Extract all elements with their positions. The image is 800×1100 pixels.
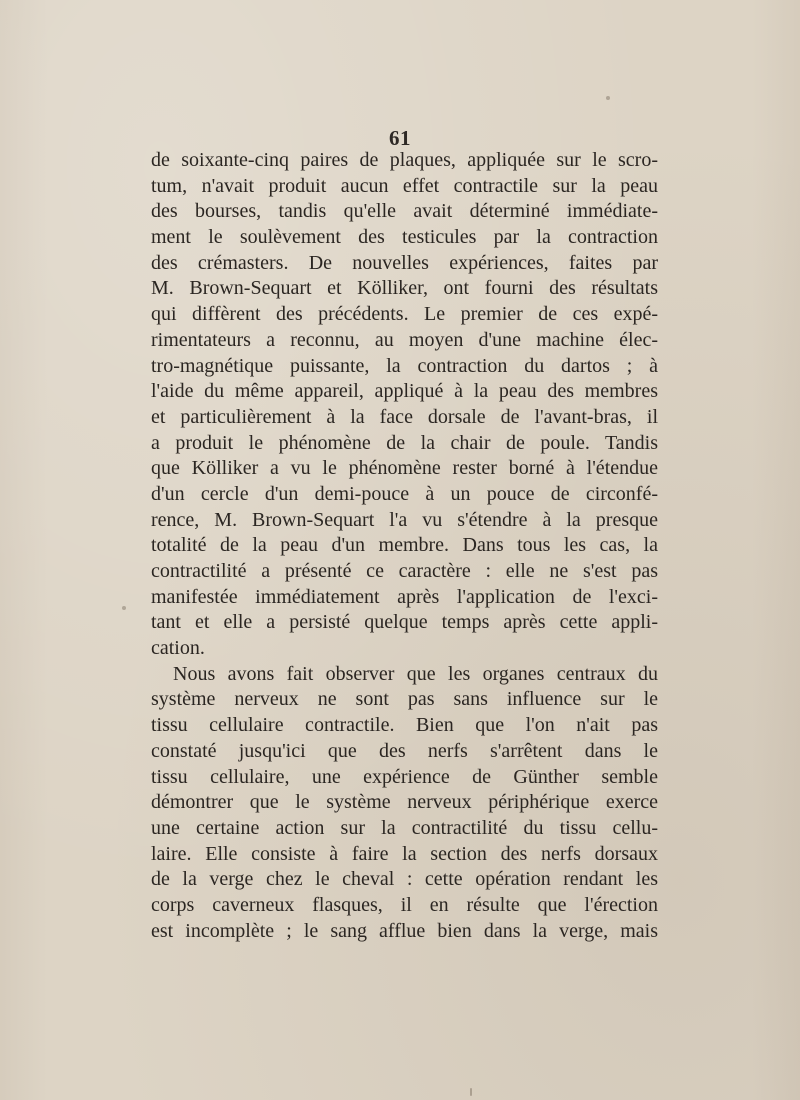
text-line: manifestée immédiatement après l'application de l'exci-: [151, 585, 658, 608]
paper-speck: [122, 606, 126, 610]
text-line: d'un cercle d'un demi-pouce à un pouce de circonfé-: [151, 482, 658, 505]
paper-speck: [470, 1088, 472, 1096]
text-line: système nerveux ne sont pas sans influence sur le: [151, 688, 658, 711]
text-line: corps caverneux flasques, il en résulte que l'érection: [151, 893, 658, 916]
text-line: de la verge chez le cheval : cette opération rendant les: [151, 868, 658, 891]
text-line: est incomplète ; le sang afflue bien dans la verge, mais: [151, 919, 658, 942]
text-line: une certaine action sur la contractilité du tissu cellu-: [151, 816, 658, 839]
text-line: totalité de la peau d'un membre. Dans tous les cas, la: [151, 534, 658, 557]
text-line: a produit le phénomène de la chair de poule. Tandis: [151, 431, 658, 454]
text-line: que Kölliker a vu le phénomène rester borné à l'étendue: [151, 457, 658, 480]
text-line: Nous avons fait observer que les organes centraux du: [173, 662, 658, 685]
text-line: tant et elle a persisté quelque temps après cette appli-: [151, 611, 658, 634]
text-line: des bourses, tandis qu'elle avait déterminé immédiate-: [151, 200, 658, 223]
text-line: contractilité a présenté ce caractère : elle ne s'est pas: [151, 560, 658, 582]
text-line: tum, n'avait produit aucun effet contractile sur la peau: [151, 174, 658, 197]
text-line: tro-magnétique puissante, la contraction du dartos ; à: [151, 354, 658, 377]
text-line: des crémasters. De nouvelles expériences, faites par: [151, 251, 658, 274]
page-number: 61: [389, 126, 411, 150]
text-line: démontrer que le système nerveux périphérique exerce: [151, 791, 658, 814]
paper-speck: [606, 96, 610, 100]
text-line: laire. Elle consiste à faire la section des nerfs dorsaux: [151, 842, 658, 865]
text-line: de soixante-cinq paires de plaques, appliquée sur le scro-: [151, 149, 658, 171]
text-line: M. Brown-Sequart et Kölliker, ont fourni des résultats: [151, 277, 658, 300]
text-line: et particulièrement à la face dorsale de l'avant-bras, il: [151, 405, 658, 428]
text-line: ment le soulèvement des testicules par la contraction: [151, 226, 658, 249]
text-line: l'aide du même appareil, appliqué à la peau des membres: [151, 380, 658, 403]
text-line: rimentateurs a reconnu, au moyen d'une machine élec-: [151, 328, 658, 351]
body-text: [151, 148, 658, 944]
text-line: rence, M. Brown-Sequart l'a vu s'étendre à la presque: [151, 508, 658, 531]
text-line: constaté jusqu'ici que des nerfs s'arrêtent dans le: [151, 739, 658, 762]
text-line: cation.: [151, 637, 205, 660]
text-line: qui diffèrent des précédents. Le premier de ces expé-: [151, 303, 658, 326]
text-line: tissu cellulaire contractile. Bien que l'on n'ait pas: [151, 714, 658, 737]
text-line: tissu cellulaire, une expérience de Günther semble: [151, 765, 658, 788]
